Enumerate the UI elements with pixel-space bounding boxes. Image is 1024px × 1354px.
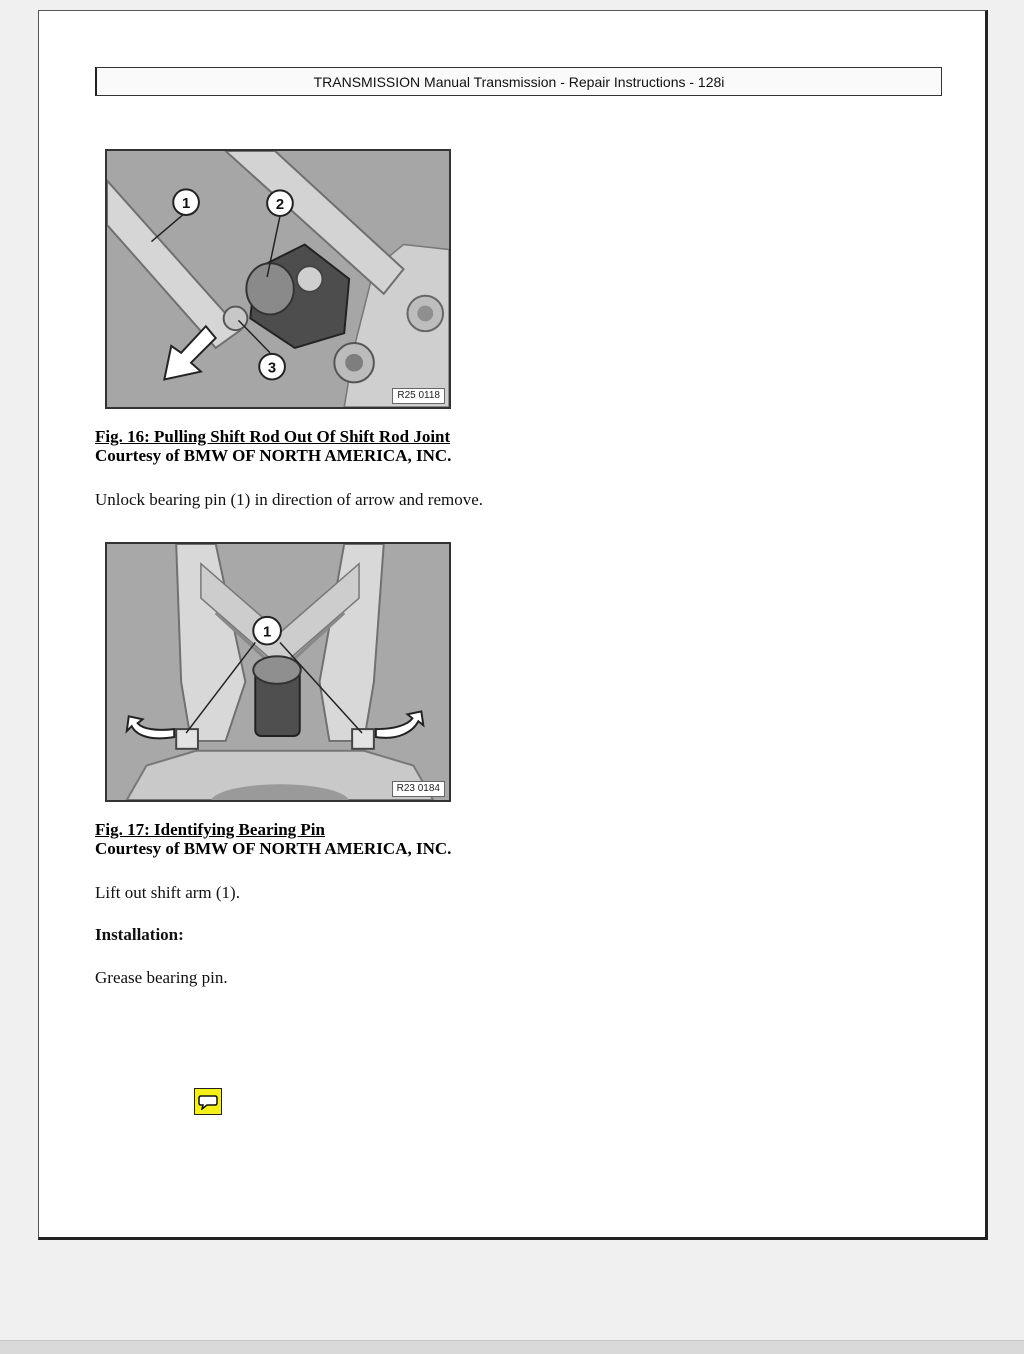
figure-17-code: R23 0184 [392,781,445,797]
figure-16-image [105,149,451,409]
header-title: TRANSMISSION Manual Transmission - Repair Instructions - 128i [313,73,725,90]
callout-3-fig16: 3 [267,360,277,377]
figure-17-courtesy: Courtesy of BMW OF NORTH AMERICA, INC. [95,839,452,858]
page-header [95,67,942,96]
step-unlock-bearing-pin: Unlock bearing pin (1) in direction of arrow and remove. [95,490,484,509]
document-page [38,10,988,1240]
figure-17-caption [95,820,451,858]
step-lift-shift-arm: Lift out shift arm (1). [95,883,240,902]
callout-2-fig16: 2 [275,197,285,214]
comment-note-icon[interactable] [194,1088,222,1115]
figure-16-courtesy: Courtesy of BMW OF NORTH AMERICA, INC. [95,446,452,465]
callout-1-fig17: 1 [263,624,272,641]
viewer-bottom-bar [0,1340,1024,1354]
figure-16-caption [95,427,451,465]
installation-heading: Installation: [95,925,184,944]
callout-1-fig16: 1 [181,196,191,213]
step-grease-bearing-pin: Grease bearing pin. [95,968,228,987]
figure-16-title: Fig. 16: Pulling Shift Rod Out Of Shift Rod Joint [95,427,451,446]
figure-17-title: Fig. 17: Identifying Bearing Pin [95,820,325,839]
figure-17-image [105,542,451,802]
figure-16-code: R25 0118 [392,388,445,404]
